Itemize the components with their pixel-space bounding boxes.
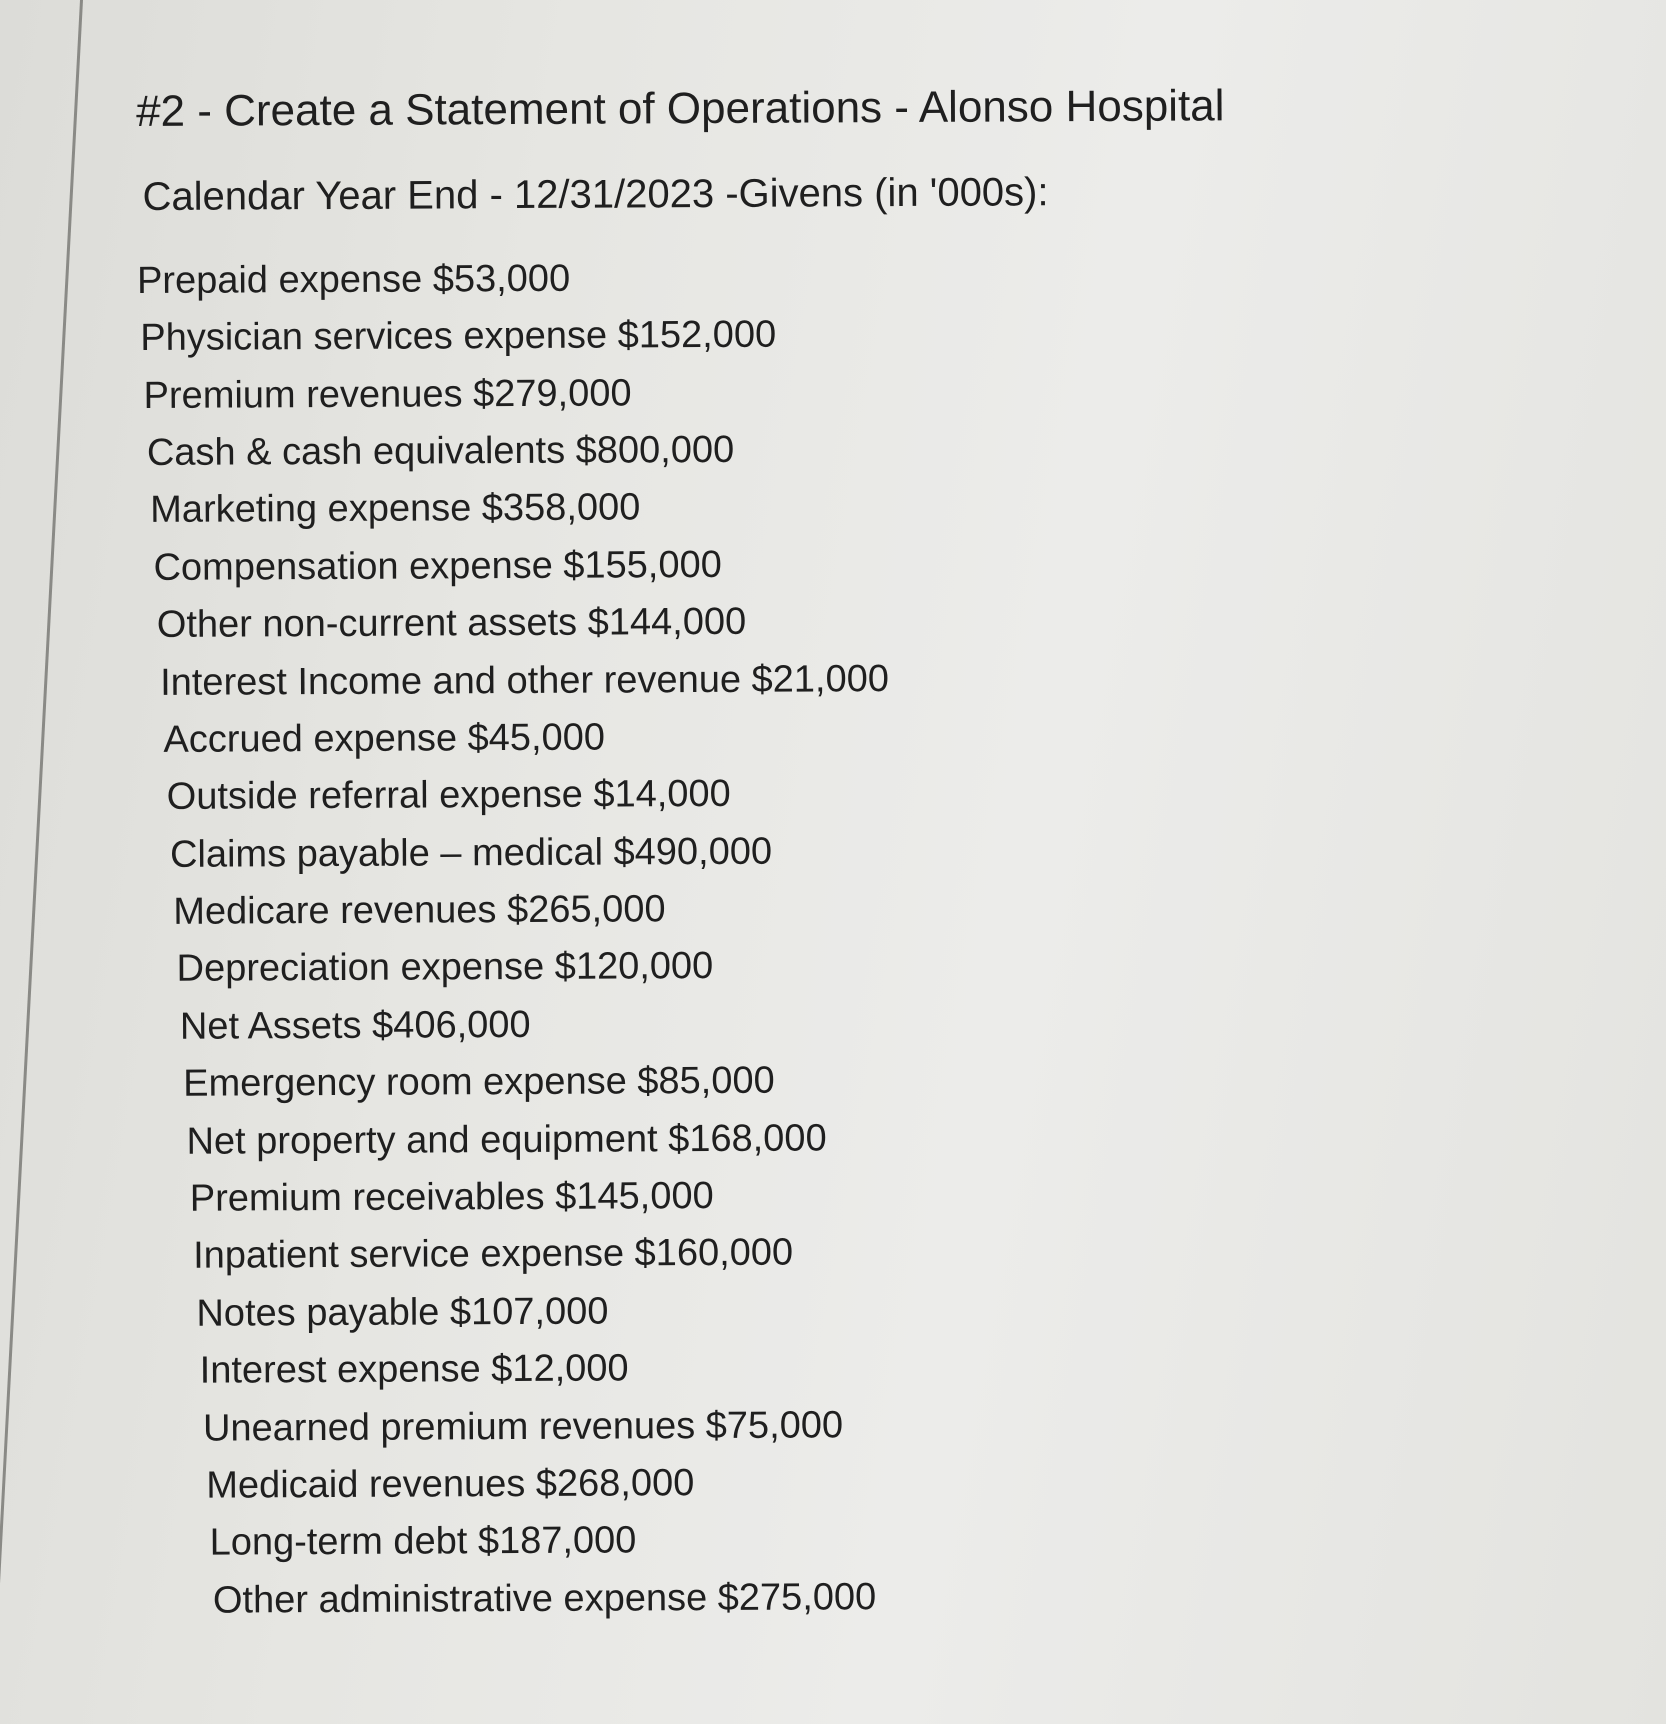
list-item: Marketing expense $358,000 xyxy=(150,486,641,532)
list-item: Compensation expense $155,000 xyxy=(153,543,722,589)
list-item: Interest Income and other revenue $21,000 xyxy=(160,657,890,704)
list-item: Net Assets $406,000 xyxy=(179,1003,531,1048)
list-item: Net property and equipment $168,000 xyxy=(186,1117,827,1163)
list-item: Emergency room expense $85,000 xyxy=(183,1059,775,1106)
list-item: Other non-current assets $144,000 xyxy=(156,600,747,647)
page-title: #2 - Create a Statement of Operations - Alonso Hospital xyxy=(136,81,1225,136)
page-margin-line xyxy=(0,0,83,1724)
list-item: Outside referral expense $14,000 xyxy=(166,773,731,819)
givens-subtitle: Calendar Year End - 12/31/2023 -Givens (in '000s): xyxy=(142,170,1049,219)
list-item: Notes payable $107,000 xyxy=(196,1290,609,1335)
list-item: Depreciation expense $120,000 xyxy=(176,945,714,991)
list-item: Claims payable – medical $490,000 xyxy=(169,830,773,876)
list-item: Premium revenues $279,000 xyxy=(143,371,632,417)
givens-list xyxy=(137,251,1344,1635)
list-item: Unearned premium revenues $75,000 xyxy=(202,1403,844,1450)
list-item: Other administrative expense $275,000 xyxy=(212,1575,877,1622)
list-item: Physician services expense $152,000 xyxy=(140,313,777,360)
list-item: Inpatient service expense $160,000 xyxy=(193,1232,794,1278)
list-item: Prepaid expense $53,000 xyxy=(136,257,571,302)
document-content xyxy=(136,80,1344,1634)
list-item: Long-term debt $187,000 xyxy=(209,1519,637,1565)
list-item: Medicare revenues $265,000 xyxy=(173,888,666,933)
list-item: Cash & cash equivalents $800,000 xyxy=(146,428,735,474)
list-item: Medicaid revenues $268,000 xyxy=(206,1462,695,1507)
list-item: Premium receivables $145,000 xyxy=(189,1175,714,1220)
list-item: Interest expense $12,000 xyxy=(199,1347,629,1392)
list-item: Accrued expense $45,000 xyxy=(163,716,606,761)
